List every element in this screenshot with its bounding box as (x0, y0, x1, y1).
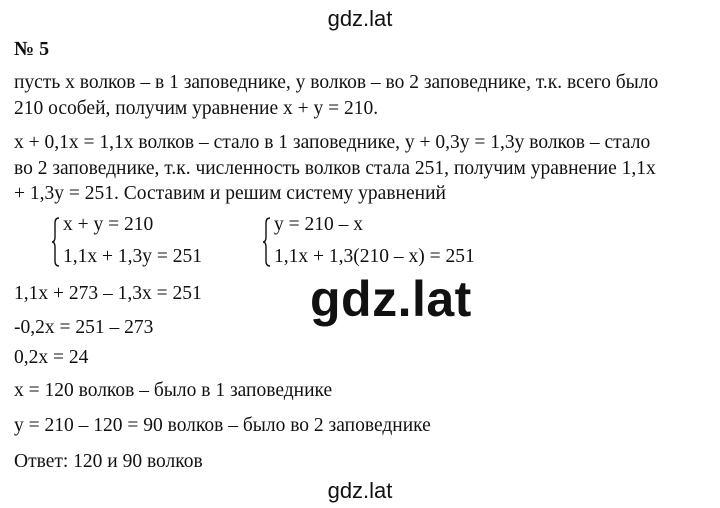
step-4: х = 120 волков – было в 1 заповеднике (14, 380, 333, 401)
paragraph2-line3: + 1,3у = 251. Составим и решим систему уравнений (14, 183, 446, 204)
step-5: у = 210 – 120 = 90 волков – было во 2 заповеднике (14, 415, 431, 436)
paragraph2-line1: х + 0,1х = 1,1х волков – стало в 1 заповеднике, у + 0,3у = 1,3у волков – стало (14, 132, 651, 153)
system2-brace (263, 217, 271, 267)
paragraph1-line1: пусть х волков – в 1 заповеднике, у волков – во 2 заповеднике, т.к. всего было (14, 72, 659, 93)
system1-equation2: 1,1х + 1,3у = 251 (63, 246, 202, 267)
step-3: 0,2х = 24 (14, 347, 89, 368)
paragraph2-line2: во 2 заповеднике, т.к. численность волков стала 251, получим уравнение 1,1х (14, 158, 656, 179)
step-2: -0,2х = 251 – 273 (14, 317, 154, 338)
paragraph1-line2: 210 особей, получим уравнение х + у = 210. (14, 98, 379, 119)
watermark-bottom: gdz.lat (327, 478, 393, 503)
watermark-top: gdz.lat (327, 6, 393, 31)
system2-equation1: у = 210 – х (274, 214, 363, 235)
watermark-center: gdz.lat (310, 271, 472, 327)
system1-brace (52, 217, 60, 267)
step-1: 1,1х + 273 – 1,3х = 251 (14, 283, 202, 304)
answer: Ответ: 120 и 90 волков (14, 451, 203, 472)
system2-equation2: 1,1х + 1,3(210 – х) = 251 (274, 246, 475, 267)
problem-number: № 5 (14, 38, 50, 60)
system1-equation1: х + у = 210 (63, 214, 154, 235)
